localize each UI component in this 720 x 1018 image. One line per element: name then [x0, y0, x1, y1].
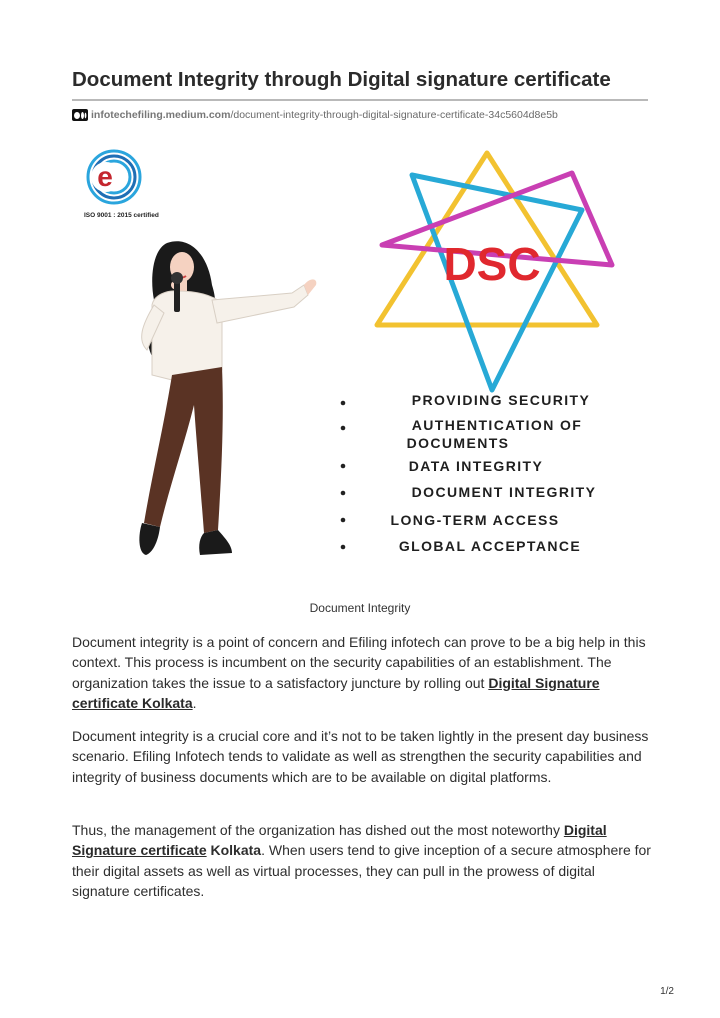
benefit-4: DOCUMENT INTEGRITY	[411, 484, 597, 500]
title-divider	[72, 99, 648, 101]
benefit-2-line-1: AUTHENTICATION OF	[411, 417, 583, 433]
kolkata-bold: Kolkata	[210, 842, 262, 859]
company-logo	[84, 151, 159, 219]
source-link[interactable]	[91, 109, 558, 121]
source-line	[72, 107, 558, 123]
dsc-link[interactable]: Digital Signature certificate	[72, 822, 607, 859]
paragraph-2: Document integrity is a crucial core and it’s not to be taken lightly in the present day business scenario. Efiling Infotech tends to validate as well as strengthen the security capabilities and integrity of business documents which are to be available on digital platforms.	[72, 728, 649, 785]
dsc-label: DSC	[443, 238, 541, 290]
article-title: Document Integrity through Digital signature certificate	[72, 68, 611, 91]
hero-image	[72, 135, 648, 575]
image-caption: Document Integrity	[309, 601, 411, 615]
paragraph-3-text: Thus, the management of the organization has dished out the most noteworthy	[72, 822, 564, 838]
benefit-6: GLOBAL ACCEPTANCE	[398, 538, 582, 554]
paragraph-1-end: .	[192, 694, 197, 711]
hero-illustration	[72, 135, 648, 575]
benefit-1: PROVIDING SECURITY	[411, 392, 591, 408]
logo-letter: e	[97, 161, 113, 192]
benefit-2-line-2: DOCUMENTS	[406, 435, 510, 451]
source-path: /document-integrity-through-digital-signature-certificate-34c5604d8e5b	[230, 109, 558, 121]
paragraph-3	[72, 820, 652, 901]
benefit-3: DATA INTEGRITY	[408, 458, 544, 474]
source-domain: infotechefiling.medium.com	[91, 109, 231, 121]
benefits-list	[341, 392, 597, 554]
iso-certified-text: ISO 9001 : 2015 certified	[84, 212, 159, 219]
dsc-star-graphic	[372, 153, 632, 390]
woman-speaker-illustration	[139, 241, 316, 555]
medium-logo-icon	[72, 109, 88, 121]
page-number: 1/2	[660, 986, 674, 997]
dsc-kolkata-link[interactable]: Digital Signature certificate Kolkata	[72, 674, 600, 711]
paragraph-1	[72, 632, 652, 713]
benefit-5: LONG-TERM ACCESS	[390, 512, 560, 528]
paragraph-1-text: Document integrity is a point of concern and Efiling infotech can prove to be a big help in this context. This process is incumbent on the security capabilities of an establishment. The organization takes the issue to a satisfactory juncture by rolling out	[72, 634, 646, 691]
paragraph-3-rest: . When users tend to give inception of a secure atmosphere for their digital assets as well as virtual processes, they can pull in the prowess of digital signature certificates.	[72, 842, 651, 899]
